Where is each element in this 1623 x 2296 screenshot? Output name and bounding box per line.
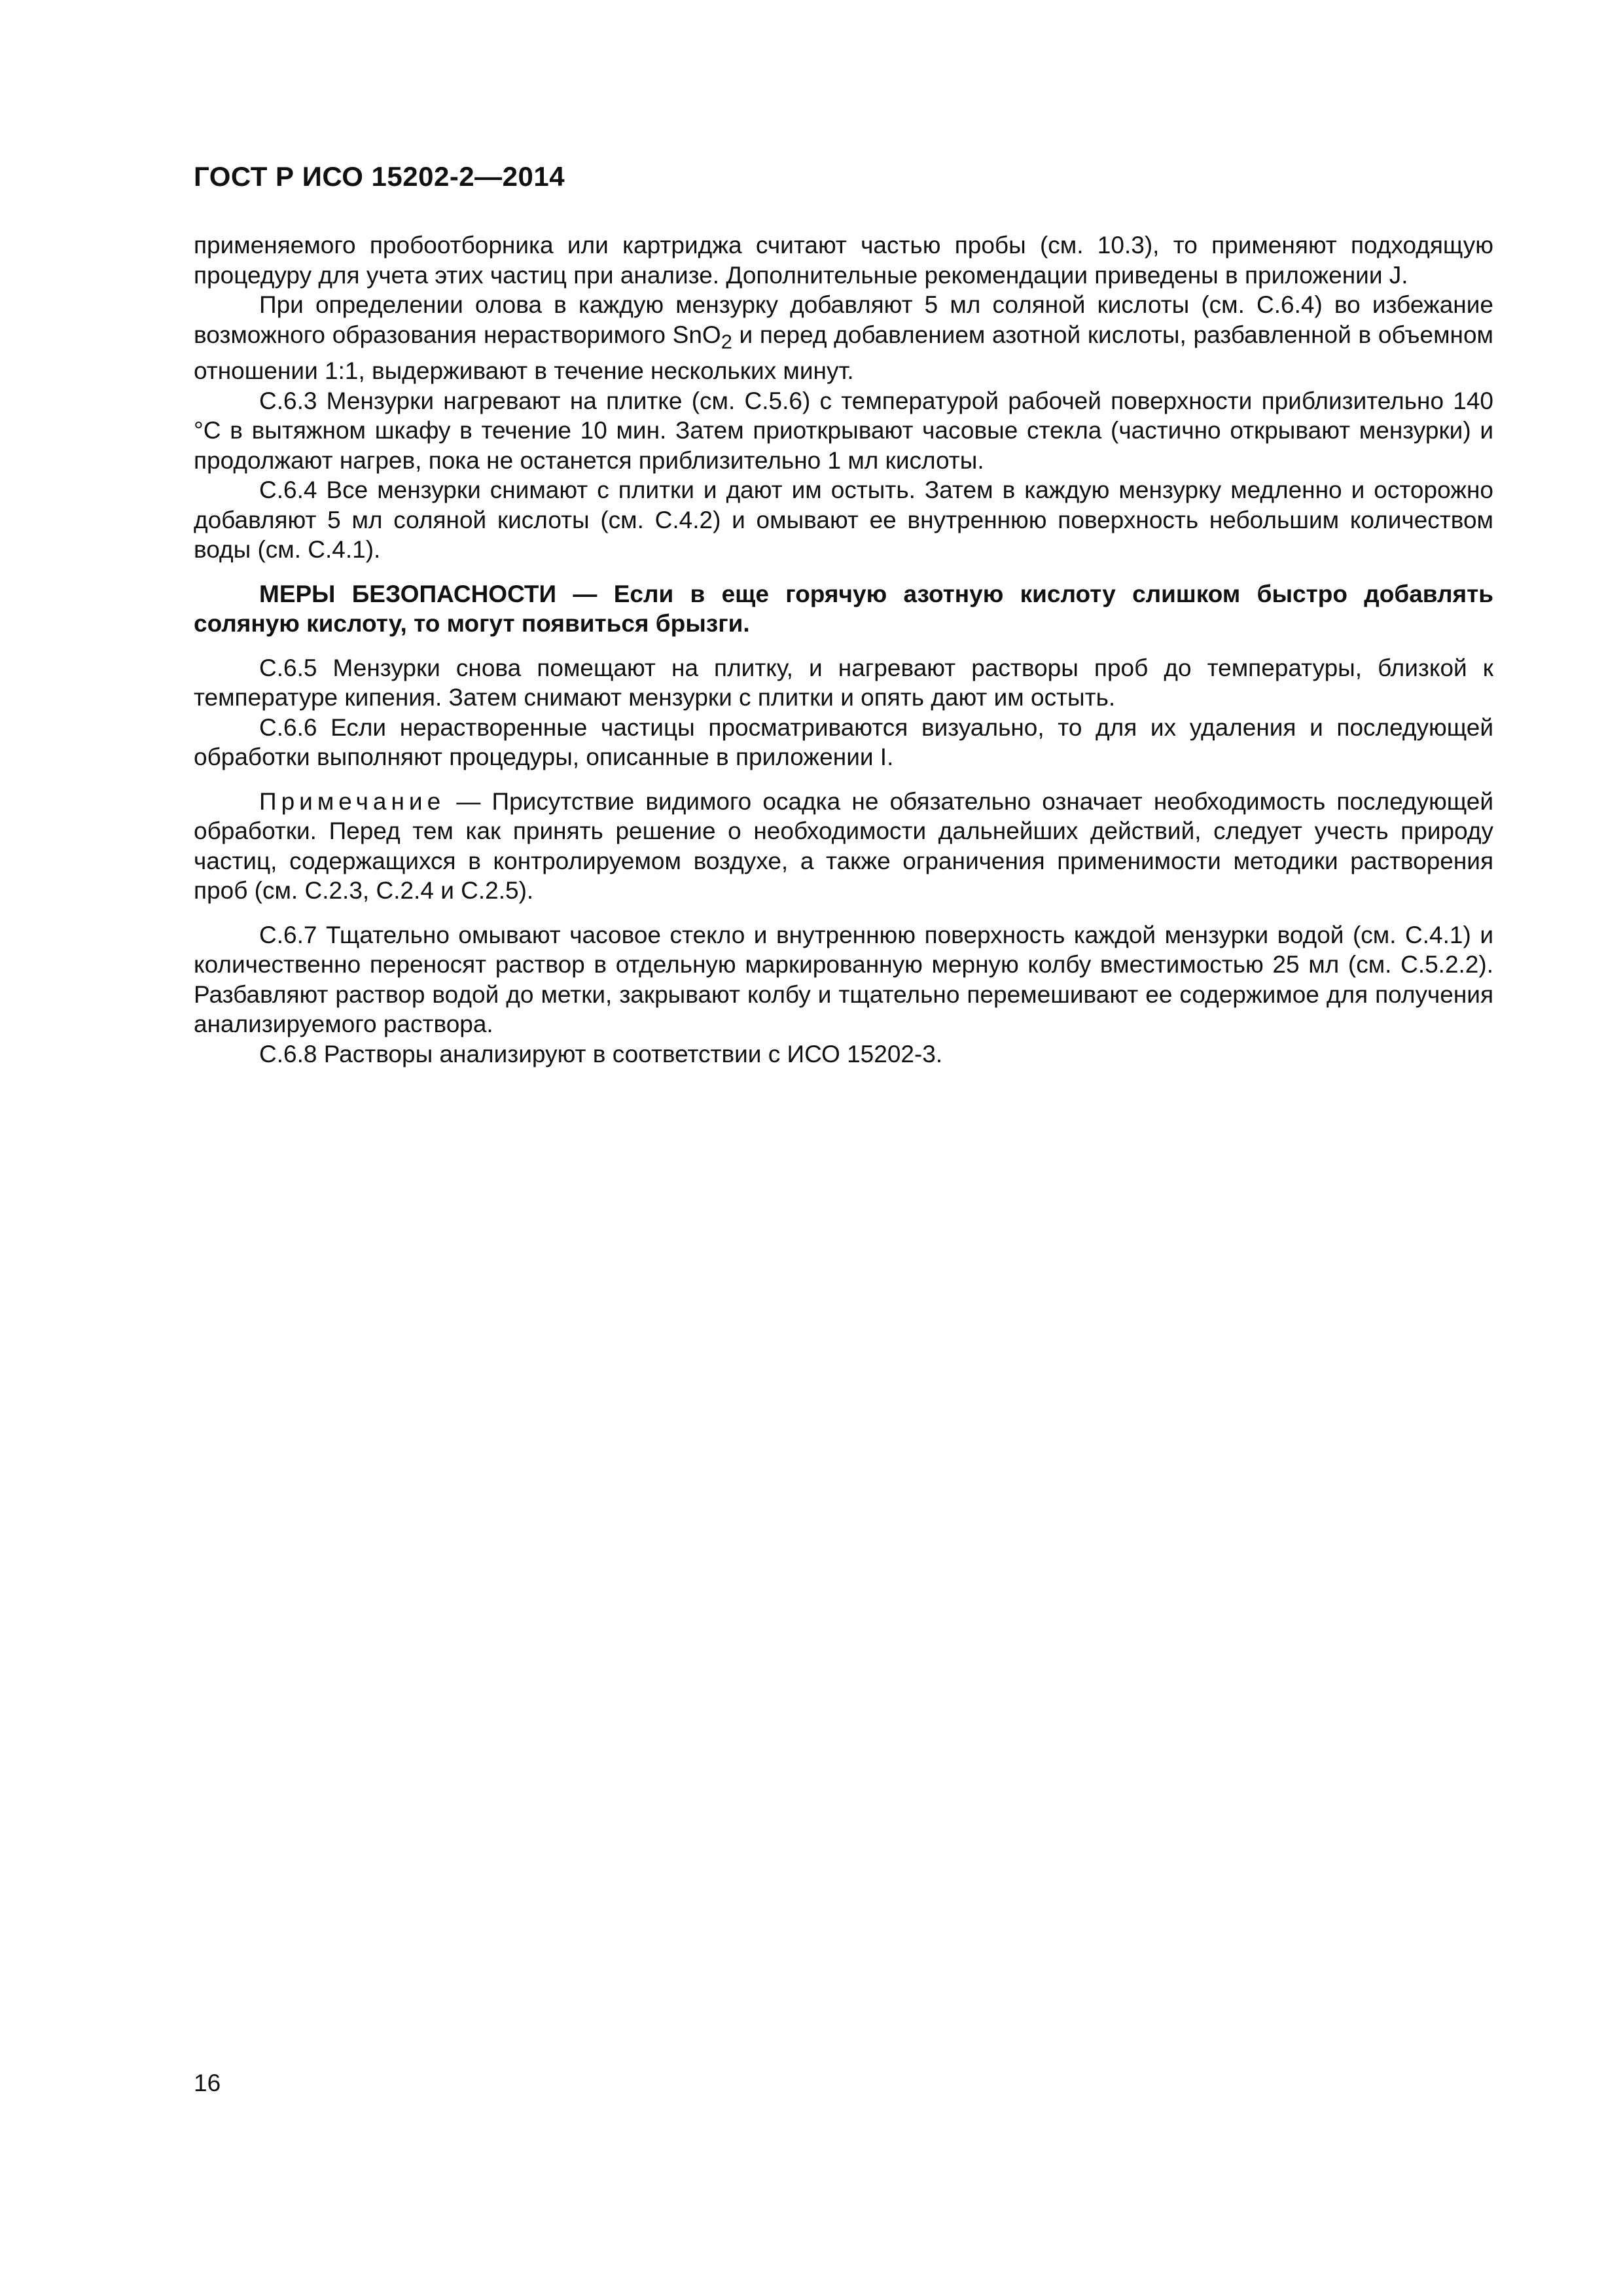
paragraph-c-6-7: С.6.7 Тщательно омывают часовое стекло и внутреннюю поверхность каждой мензурки водой (см. С.4.1) и количественно переносят раствор в отдельную маркированную мерную колбу вместимостью 25 мл (см. С.5.2.2). Разбавляют раствор водой до метки, закрывают колбу и тщательно перемешивают ее содержимое для получения анализируемого раствора.: [194, 921, 1493, 1038]
subscript-2: 2: [721, 329, 732, 353]
paragraph-c-6-8: С.6.8 Растворы анализируют в соответствии с ИСО 15202-3.: [259, 1040, 943, 1067]
document-header: ГОСТ Р ИСО 15202-2—2014: [194, 161, 565, 192]
paragraph-c-6-5: С.6.5 Мензурки снова помещают на плитку, и нагревают растворы проб до температуры, близкой к температуре кипения. Затем снимают мензурки с плитки и опять дают им остыть.: [194, 654, 1493, 711]
note-paragraph: [194, 787, 1493, 906]
paragraph-c-6-3: С.6.3 Мензурки нагревают на плитке (см. С.5.6) с температурой рабочей поверхности приблизительно 140 °С в вытяжном шкафу в течение 10 мин. Затем приоткрывают часовые стекла (частично открывают мензурки) и продолжают нагрев, пока не останется приблизительно 1 мл кислоты.: [194, 387, 1493, 474]
document-body: [194, 230, 1493, 1069]
note-text: — Присутствие видимого осадка не обязательно означает необходимость последующей обработки. Перед тем как принять решение о необходимости дальнейших действий, следует учесть природу частиц, содержащихся в контролируемом воздухе, а также ограничения применимости методики растворения проб (см. С.2.3, С.2.4 и С.2.5).: [194, 787, 1493, 905]
paragraph-c-6-6: С.6.6 Если нерастворенные частицы просматриваются визуально, то для их удаления и последующей обработки выполняют процедуры, описанные в приложении I.: [194, 713, 1493, 771]
paragraph-tin-text-start: При определении олова в каждую мензурку добавляют 5 мл соляной кислоты (см. С.6.4) во избежание возможного образования нерастворимого SnO: [194, 291, 1493, 348]
paragraph-tin-text-end: и перед добавлением азотной кислоты, разбавленной в объемном отношении 1:1, выдерживают в течение нескольких минут.: [194, 321, 1493, 385]
paragraph-tin-determination: [194, 290, 1493, 386]
safety-warning: МЕРЫ БЕЗОПАСНОСТИ — Если в еще горячую азотную кислоту слишком быстро добавлять соляную кислоту, то могут появиться брызги.: [194, 580, 1493, 637]
page-number: 16: [194, 2070, 221, 2096]
note-label: Примечание: [259, 787, 446, 815]
paragraph-c-6-4: С.6.4 Все мензурки снимают с плитки и дают им остыть. Затем в каждую мензурку медленно и осторожно добавляют 5 мл соляной кислоты (см. С.4.2) и омывают ее внутреннюю поверхность небольшим количеством воды (см. С.4.1).: [194, 476, 1493, 564]
paragraph-continuation: применяемого пробоотборника или картриджа считают частью пробы (см. 10.3), то применяют подходящую процедуру для учета этих частиц при анализе. Дополнительные рекомендации приведены в приложении J.: [194, 232, 1493, 289]
